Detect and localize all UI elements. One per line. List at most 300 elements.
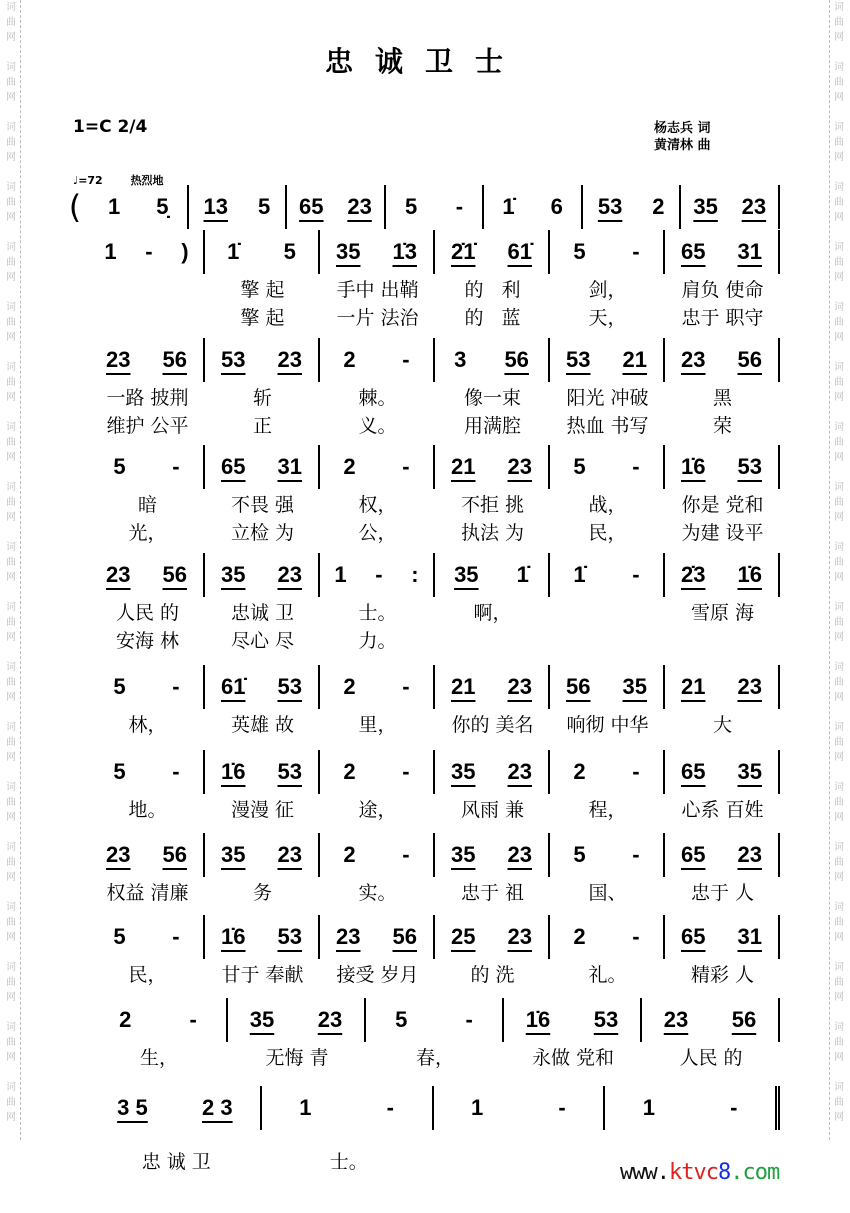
lyric-measure: 光， <box>128 521 167 544</box>
measure <box>364 998 502 1042</box>
watermark-gap <box>2 585 20 600</box>
note-beat: 5 <box>573 454 586 479</box>
site-part: c <box>705 1160 718 1185</box>
measure <box>581 185 680 229</box>
score-system <box>60 445 780 545</box>
note-beat: 53 <box>221 347 246 372</box>
site-part: ktv <box>668 1160 706 1185</box>
note-beat: - <box>375 562 383 587</box>
lyric-measure: 人民 的 <box>679 1046 743 1069</box>
open-paren: ( <box>68 188 82 226</box>
note-beat: 35 <box>693 194 718 219</box>
watermark-char: 词 <box>6 662 16 673</box>
lyrics-line-2 <box>60 302 780 330</box>
note-beat: 23 <box>106 562 131 587</box>
lyrics-line-1 <box>60 877 780 905</box>
lyric-measure: 权益 清廉 <box>106 881 189 904</box>
watermark-char: 曲 <box>6 317 16 328</box>
measure <box>90 833 203 877</box>
note-beat: 56 <box>162 347 187 372</box>
watermark-char: 网 <box>6 632 16 643</box>
watermark-char: 曲 <box>6 257 16 268</box>
note-beat: 53 <box>277 674 302 699</box>
lyric-measure: 风雨 兼 <box>460 798 525 821</box>
watermark-char: 曲 <box>6 977 16 988</box>
note-beat: 3 <box>454 347 467 372</box>
lyrics-line-1 <box>60 959 780 987</box>
watermark-char: 曲 <box>6 557 16 568</box>
score-system <box>60 998 780 1070</box>
watermark-gap <box>2 285 20 300</box>
note-beat: - <box>455 194 464 219</box>
lyric-measure: 义。 <box>358 414 397 437</box>
watermark-gap <box>2 465 20 480</box>
note-beat: 23 <box>106 842 131 867</box>
watermark-char: 网 <box>834 872 844 883</box>
watermark-gap <box>2 945 20 960</box>
watermark-char: 词 <box>6 1022 16 1033</box>
watermark-char: 网 <box>6 332 16 343</box>
lyric-measure: 忠于 人 <box>690 881 755 904</box>
watermark-char: 网 <box>834 1112 844 1123</box>
note-beat: 23 <box>737 842 762 867</box>
lyric-measure: 地。 <box>128 798 167 821</box>
watermark-char: 曲 <box>834 437 844 448</box>
watermark-gap <box>830 105 848 120</box>
note-beat: 2̇3 <box>681 562 706 587</box>
measure <box>548 665 663 709</box>
watermark-gap <box>2 405 20 420</box>
score-system <box>60 185 780 229</box>
watermark-char: 词 <box>834 842 844 853</box>
note-beat: 5 <box>113 454 126 479</box>
watermark-char: 词 <box>6 962 16 973</box>
lyric-measure: 大 <box>712 713 732 736</box>
watermark-gap <box>2 165 20 180</box>
watermark-char: 网 <box>834 632 844 643</box>
watermark-char: 网 <box>834 572 844 583</box>
measure <box>384 185 483 229</box>
lyric-measure: 肩负 使命 <box>681 278 764 301</box>
notes-row <box>60 230 780 274</box>
watermark-gap <box>2 1065 20 1080</box>
note-beat: 1̇ <box>573 562 586 587</box>
lyric-measure: 程， <box>588 798 627 821</box>
note-beat: 5 <box>573 239 586 264</box>
note-beat: 53 <box>566 347 591 372</box>
lyric-measure: 斩 <box>252 386 272 409</box>
watermark-char: 曲 <box>834 1037 844 1048</box>
lyric-measure: 永做 党和 <box>531 1046 615 1069</box>
measure <box>318 665 433 709</box>
watermark-char: 词 <box>6 62 16 73</box>
song-title: 忠诚卫士 <box>324 45 525 78</box>
watermark-char: 曲 <box>6 617 16 628</box>
note-beat: 21 <box>451 674 476 699</box>
note-beat: 21 <box>622 347 647 372</box>
note-beat: 23 <box>507 759 532 784</box>
lyric-measure: 暗 <box>137 493 157 516</box>
note-beat: 65 <box>221 454 246 479</box>
note-beat: 1 <box>471 1095 484 1120</box>
watermark-char: 词 <box>834 302 844 313</box>
watermark-char: 词 <box>834 542 844 553</box>
measure <box>318 338 433 382</box>
watermark-char: 网 <box>834 212 844 223</box>
watermark-char: 词 <box>6 1082 16 1093</box>
note-beat: 1̇ <box>502 194 515 219</box>
note-beat: 35 <box>221 562 246 587</box>
lyric-measure: 啊， <box>473 601 512 624</box>
note-beat: 6 <box>550 194 563 219</box>
watermark-char: 网 <box>834 812 844 823</box>
watermark-char: 网 <box>6 32 16 43</box>
note-beat: 65 <box>681 759 706 784</box>
measure <box>90 553 203 597</box>
lyric-measure: 响彻 中华 <box>566 713 649 736</box>
lyrics-line-1 <box>60 794 780 822</box>
note-beat: - <box>632 759 640 784</box>
measure <box>90 915 203 959</box>
watermark-char: 网 <box>834 272 844 283</box>
watermark-gap <box>830 1005 848 1020</box>
lyric-measure: 士。 <box>358 601 397 624</box>
watermark-char: 曲 <box>6 137 16 148</box>
watermark-char: 词 <box>834 182 844 193</box>
score-system <box>60 338 780 438</box>
measure <box>548 915 663 959</box>
note-beat: 5 <box>283 239 296 264</box>
watermark-char: 词 <box>834 722 844 733</box>
note-beat: - <box>145 239 153 264</box>
note-beat: - <box>172 674 180 699</box>
watermark-char: 曲 <box>834 977 844 988</box>
lyric-measure: 春， <box>415 1046 454 1069</box>
score-system <box>60 915 780 987</box>
watermark-char: 网 <box>6 512 16 523</box>
measure <box>432 1086 604 1130</box>
lyric-measure: 接受 岁月 <box>336 963 419 986</box>
note-beat: 23 <box>317 1007 343 1032</box>
measure <box>203 445 318 489</box>
note-beat: 2 <box>573 759 586 784</box>
watermark-char: 网 <box>6 692 16 703</box>
lyric-measure: 权， <box>358 493 397 516</box>
note-beat: 23 <box>507 454 532 479</box>
watermark-char: 网 <box>834 392 844 403</box>
lyrics-line-1 <box>60 709 780 737</box>
note-beat: 53 <box>277 924 302 949</box>
watermark-char: 网 <box>6 152 16 163</box>
note-beat: 3 5 <box>117 1095 148 1120</box>
note-beat: 25 <box>451 924 476 949</box>
lyric-measure: 精彩 人 <box>690 963 755 986</box>
watermark-char: 曲 <box>834 557 844 568</box>
watermark-gap <box>2 1125 20 1140</box>
watermark-char: 词 <box>6 242 16 253</box>
lyric-measure: 雪原 海 <box>690 601 755 624</box>
note-beat: 1 <box>108 194 121 219</box>
score-system <box>60 553 780 653</box>
measure <box>433 915 548 959</box>
note-beat: : <box>411 562 419 587</box>
note-beat: 23 <box>277 842 302 867</box>
note-beat: - <box>730 1095 738 1120</box>
note-beat: 53 <box>597 194 623 219</box>
lyric-measure: 一路 披荆 <box>106 386 189 409</box>
tempo-mark: ♩=72 <box>73 174 103 187</box>
lyric-measure: 民， <box>128 963 167 986</box>
watermark-gap <box>830 345 848 360</box>
note-beat: 65 <box>681 239 706 264</box>
lyric-measure: 战， <box>588 493 627 516</box>
note-beat: 21 <box>681 674 706 699</box>
note-beat: 2̇1̇ <box>451 239 476 264</box>
notes-row <box>60 1086 780 1130</box>
credits <box>654 120 711 154</box>
measure <box>433 665 548 709</box>
lyrics-line-1 <box>60 382 780 410</box>
note-beat: 35 <box>737 759 762 784</box>
watermark-char: 词 <box>6 122 16 133</box>
watermark-char: 曲 <box>6 857 16 868</box>
watermark-char: 词 <box>6 182 16 193</box>
lyric-measure: 黑 <box>712 386 732 409</box>
note-beat: 23 <box>277 347 302 372</box>
lyricist: 杨志兵 词 <box>654 121 711 136</box>
lyric-measure: 人民 的 <box>115 601 180 624</box>
site-logo[interactable] <box>620 1160 779 1185</box>
watermark-char: 词 <box>6 902 16 913</box>
measure <box>203 750 318 794</box>
watermark-char: 曲 <box>834 737 844 748</box>
watermark-gap <box>830 285 848 300</box>
note-beat: 56 <box>731 1007 757 1032</box>
note-beat: 56 <box>162 562 187 587</box>
note-beat: 2 <box>343 842 356 867</box>
note-beat: 1̇6 <box>737 562 762 587</box>
watermark-gap <box>2 225 20 240</box>
score-system <box>60 665 780 737</box>
note-beat: 2 <box>573 924 586 949</box>
watermark-char: 网 <box>6 992 16 1003</box>
watermark-char: 网 <box>834 932 844 943</box>
lyric-measure: 的 蓝 <box>464 306 521 329</box>
note-beat: 31 <box>277 454 302 479</box>
note-beat: 1 <box>299 1095 312 1120</box>
note-beat: 56 <box>162 842 187 867</box>
note-beat: 1̇3 <box>392 239 417 264</box>
watermark-char: 词 <box>834 122 844 133</box>
site-part: .com <box>730 1160 780 1185</box>
watermark-char: 曲 <box>834 257 844 268</box>
measure <box>663 553 780 597</box>
watermark-char: 曲 <box>6 77 16 88</box>
lyric-measure: 手中 出鞘 <box>336 278 419 301</box>
score-system <box>60 833 780 905</box>
measure <box>90 445 203 489</box>
measure <box>318 750 433 794</box>
note-beat: 23 <box>106 347 131 372</box>
note-beat: 5 <box>404 194 418 219</box>
lyric-measure: 不畏 强 <box>230 493 295 516</box>
note-beat: - <box>402 842 410 867</box>
watermark-char: 词 <box>6 422 16 433</box>
note-beat: - <box>402 454 410 479</box>
watermark-gap <box>830 225 848 240</box>
watermark-gap <box>2 645 20 660</box>
lyric-measure: 的 洗 <box>470 963 515 986</box>
watermark-right <box>829 0 848 1140</box>
watermark-char: 词 <box>834 362 844 373</box>
watermark-char: 曲 <box>834 1097 844 1108</box>
lyric-measure: 荣 <box>712 414 732 437</box>
watermark-char: 曲 <box>834 917 844 928</box>
notes-row <box>60 833 780 877</box>
note-beat: 35 <box>336 239 361 264</box>
note-beat: 1 <box>104 239 117 264</box>
lyric-measure: 剑， <box>588 278 627 301</box>
note-beat: 35 <box>451 842 476 867</box>
watermark-char: 曲 <box>834 617 844 628</box>
lyric-measure: 立检 为 <box>230 521 295 544</box>
note-beat: 1̇6 <box>681 454 706 479</box>
note-beat: 23 <box>681 347 706 372</box>
notes-row <box>60 665 780 709</box>
watermark-gap <box>830 405 848 420</box>
watermark-char: 词 <box>834 242 844 253</box>
note-beat: - <box>402 347 410 372</box>
note-beat: 65 <box>681 924 706 949</box>
watermark-char: 词 <box>834 662 844 673</box>
measure <box>433 230 548 274</box>
notes-row <box>60 185 780 229</box>
lyric-measure: 用满腔 <box>463 414 521 437</box>
note-beat: 35 <box>622 674 647 699</box>
watermark-gap <box>830 885 848 900</box>
lyric-measure: 生， <box>139 1046 178 1069</box>
measure <box>502 998 640 1042</box>
note-beat: 31 <box>737 239 762 264</box>
measure <box>548 750 663 794</box>
measure <box>203 230 318 274</box>
watermark-char: 曲 <box>834 197 844 208</box>
watermark-char: 词 <box>834 782 844 793</box>
note-beat: 2 <box>652 194 665 219</box>
watermark-char: 曲 <box>6 917 16 928</box>
score-system <box>60 230 780 330</box>
watermark-char: 曲 <box>6 197 16 208</box>
lyric-measure: 安海 林 <box>115 629 180 652</box>
note-beat: 53 <box>737 454 762 479</box>
watermark-gap <box>830 765 848 780</box>
note-beat: - <box>632 454 640 479</box>
note-beat: - <box>172 759 180 784</box>
note-beat: 2 <box>343 454 356 479</box>
measure <box>318 445 433 489</box>
measure <box>318 553 433 597</box>
note-beat: 35 <box>451 759 476 784</box>
measure <box>318 915 433 959</box>
note-beat: 35 <box>454 562 479 587</box>
measure <box>226 998 364 1042</box>
note-beat: 2 <box>119 1007 132 1032</box>
watermark-gap <box>830 165 848 180</box>
watermark-gap <box>2 105 20 120</box>
watermark-gap <box>830 825 848 840</box>
watermark-char: 曲 <box>834 857 844 868</box>
watermark-char: 曲 <box>834 797 844 808</box>
measure <box>203 338 318 382</box>
note-beat: 23 <box>507 674 532 699</box>
watermark-char: 词 <box>6 722 16 733</box>
lyric-measure: 公， <box>358 521 397 544</box>
key-signature: 1=C 2/4 <box>73 117 148 137</box>
watermark-char: 词 <box>6 842 16 853</box>
note-beat: 35 <box>221 842 246 867</box>
measure <box>603 1086 780 1130</box>
watermark-char: 曲 <box>6 797 16 808</box>
measure <box>90 185 187 229</box>
note-beat: 5 <box>113 674 126 699</box>
lyric-measure: 一片 法治 <box>336 306 419 329</box>
lyrics-line-1 <box>60 489 780 517</box>
note-beat: 23 <box>741 194 767 219</box>
measure <box>548 445 663 489</box>
lyric-measure: 忠诚 卫 <box>230 601 295 624</box>
note-beat: - <box>632 924 640 949</box>
measure <box>90 750 203 794</box>
watermark-gap <box>2 705 20 720</box>
lyric-measure: 执法 为 <box>460 521 525 544</box>
watermark-char: 词 <box>6 602 16 613</box>
lyric-measure: 你的 美名 <box>451 713 534 736</box>
note-beat: - <box>632 239 640 264</box>
watermark-gap <box>830 585 848 600</box>
watermark-char: 曲 <box>834 77 844 88</box>
watermark-char: 网 <box>6 272 16 283</box>
lyric-measure: 擎 起 <box>240 278 285 301</box>
note-beat: 1 <box>642 1095 656 1120</box>
note-beat: 2 <box>343 347 356 372</box>
watermark-char: 词 <box>6 542 16 553</box>
lyric-measure: 维护 公平 <box>106 414 189 437</box>
note-beat: - <box>172 454 180 479</box>
note-beat: 5 <box>395 1007 408 1032</box>
lyric-measure: 里， <box>358 713 397 736</box>
watermark-gap <box>2 345 20 360</box>
measure <box>548 338 663 382</box>
watermark-char: 词 <box>6 2 16 13</box>
note-beat: - <box>172 924 180 949</box>
note-beat: 61̇ <box>507 239 532 264</box>
watermark-char: 曲 <box>6 437 16 448</box>
note-beat: - <box>402 759 410 784</box>
lyric-measure: 国、 <box>588 881 627 904</box>
watermark-char: 网 <box>6 752 16 763</box>
note-beat: 5̣ <box>156 194 169 219</box>
composer: 黄清林 曲 <box>654 138 711 153</box>
measure <box>679 185 780 229</box>
watermark-char: 曲 <box>834 17 844 28</box>
note-beat: 1̇6 <box>221 759 246 784</box>
note-beat: 5 <box>113 759 126 784</box>
note-beat: 23 <box>663 1007 689 1032</box>
watermark-char: 词 <box>834 2 844 13</box>
watermark-char: 网 <box>834 1052 844 1063</box>
measure <box>187 185 286 229</box>
watermark-char: 曲 <box>834 677 844 688</box>
